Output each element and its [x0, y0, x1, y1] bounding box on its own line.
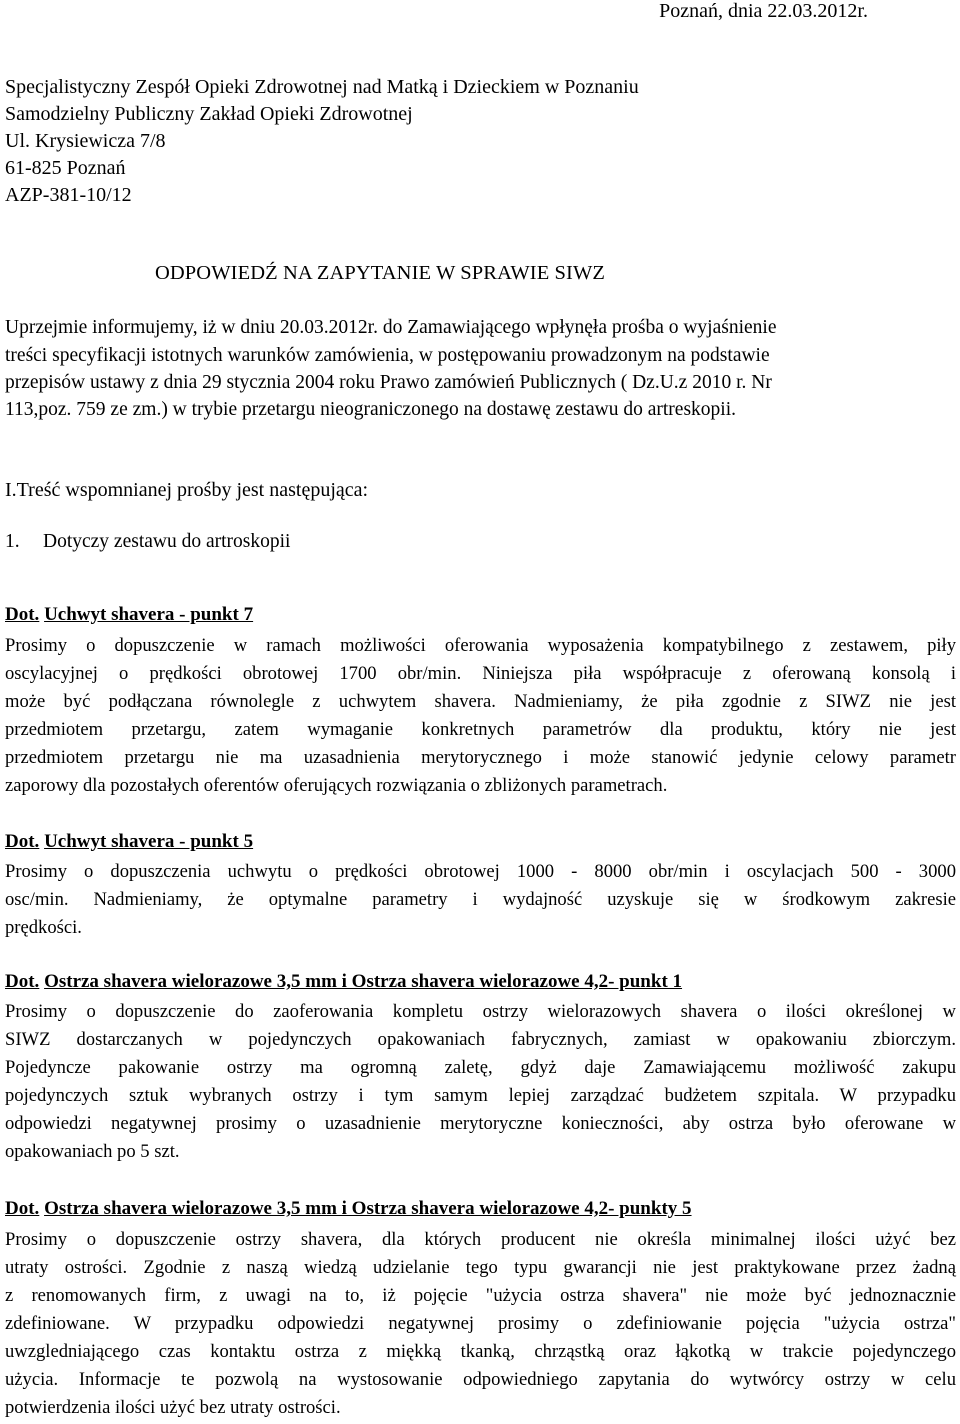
section-3-body	[5, 998, 956, 1166]
section-heading: I.Treść wspomnianej prośby jest następująca:	[5, 479, 369, 501]
section-1-heading	[5, 604, 253, 626]
body-line: opakowaniach po 5 szt.	[5, 1141, 180, 1162]
body-line: potwierdzenia ilości użyć bez utraty ostrości.	[5, 1397, 341, 1418]
section-prefix: Dot.	[5, 604, 40, 625]
intro-line: przepisów ustawy z dnia 29 stycznia 2004 roku Prawo zamówień Publicznych ( Dz.U.z 2010 r. Nr	[5, 372, 772, 393]
address-line-institution: Specjalistyczny Zespół Opieki Zdrowotnej nad Matką i Dzieckiem w Poznaniu	[5, 76, 639, 98]
section-3-heading	[5, 971, 682, 993]
section-4-heading	[5, 1198, 692, 1220]
intro-line: Uprzejmie informujemy, iż w dniu 20.03.2012r. do Zamawiającego wpłynęła prośba o wyjaśnienie	[5, 317, 777, 338]
body-line: przedmiotem przetargu nie ma uzasadnienia merytorycznego i może stanowić jedynie celowy parametr	[5, 747, 956, 768]
body-line: Prosimy o dopuszczenie w ramach możliwości oferowania wyposażenia kompatybilnego z zestawem, piły	[5, 635, 956, 656]
body-line: zaporowy dla pozostałych oferentów oferujących rozwiązania o zbliżonych parametrach.	[5, 775, 668, 796]
body-line: osc/min. Nadmieniamy, że optymalne parametry i wydajność uzyskuje się w środkowym zakresie	[5, 889, 956, 910]
intro-line: 113,poz. 759 ze zm.) w trybie przetargu nieograniczonego na dostawę zestawu do artreskopii.	[5, 399, 736, 420]
section-2-body	[5, 858, 956, 942]
list-item-text: Dotyczy zestawu do artroskopii	[43, 531, 291, 552]
body-line: SIWZ dostarczanych w pojedynczych opakowaniach fabrycznych, zamiast w opakowaniu zbiorczym.	[5, 1029, 956, 1050]
document-date: Poznań, dnia 22.03.2012r.	[659, 0, 868, 22]
section-4-body	[5, 1226, 956, 1422]
section-title: Ostrza shavera wielorazowe 3,5 mm i Ostrza shavera wielorazowe 4,2- punkty 5	[44, 1198, 692, 1219]
list-item	[5, 531, 290, 553]
body-line: Prosimy o dopuszczenia uchwytu o prędkości obrotowej 1000 - 8000 obr/min i oscylacjach 500 - 3000	[5, 861, 956, 882]
address-line-street: Ul. Krysiewicza 7/8	[5, 130, 166, 152]
body-line: może być podłączana równolegle z uchwytem shavera. Nadmieniamy, że piła zgodnie z SIWZ nie jest	[5, 691, 956, 712]
body-line: zdefiniowane. W przypadku odpowiedzi negatywnej prosimy o zdefiniowanie pojęcia "użycia ostrza"	[5, 1313, 956, 1334]
section-title: Ostrza shavera wielorazowe 3,5 mm i Ostrza shavera wielorazowe 4,2- punkt 1	[44, 971, 683, 992]
list-item-number: 1.	[5, 531, 20, 552]
document-title: ODPOWIEDŹ NA ZAPYTANIE W SPRAWIE SIWZ	[155, 262, 606, 284]
address-line-city: 61-825 Poznań	[5, 157, 126, 179]
intro-line: treści specyfikacji istotnych warunków zamówienia, w postępowaniu prowadzonym na podstawie	[5, 345, 770, 366]
section-2-heading	[5, 831, 253, 853]
body-line: użycia. Informacje te pozwolą na wystosowanie odpowiedniego zapytania do wytwórcy ostrzy w celu	[5, 1369, 956, 1390]
body-line: Pojedyncze pakowanie ostrzy ma ogromną zaletę, gdyż daje Zamawiającemu możliwość zakupu	[5, 1057, 956, 1078]
body-line: z renomowanych firm, z uwagi na to, iż pojęcie "użycia ostrza shavera" nie może być jednoznacznie	[5, 1285, 956, 1306]
section-title: Uchwyt shavera - punkt 5	[44, 831, 254, 852]
section-title: Uchwyt shavera - punkt 7	[44, 604, 254, 625]
address-line-unit: Samodzielny Publiczny Zakład Opieki Zdrowotnej	[5, 103, 413, 125]
body-line: pojedynczych sztuk wybranych ostrzy i tym samym lepiej zarządzać budżetem szpitala. W przypadku	[5, 1085, 956, 1106]
section-prefix: Dot.	[5, 831, 40, 852]
section-1-body	[5, 632, 956, 800]
body-line: Prosimy o dopuszczenie do zaoferowania kompletu ostrzy wielorazowych shavera o ilości określonej w	[5, 1001, 956, 1022]
body-line: utraty ostrości. Zgodnie z naszą wiedzą udzielanie tego typu gwarancji nie jest praktykowane przez żadną	[5, 1257, 956, 1278]
section-prefix: Dot.	[5, 971, 40, 992]
section-prefix: Dot.	[5, 1198, 40, 1219]
body-line: prędkości.	[5, 917, 82, 938]
body-line: oscylacyjnej o prędkości obrotowej 1700 obr/min. Niniejsza piła współpracuje z oferowaną konsolą i	[5, 663, 956, 684]
reference-number: AZP-381-10/12	[5, 184, 132, 206]
body-line: Prosimy o dopuszczenie ostrzy shavera, dla których producent nie określa minimalnej ilości użyć bez	[5, 1229, 956, 1250]
body-line: odpowiedzi negatywnej prosimy o uzasadnienie merytoryczne konieczności, aby ostrza było oferowane w	[5, 1113, 956, 1134]
body-line: uwzgledniającego czas kontaktu ostrza z miękką tkanką, chrząstką oraz łąkotką w trakcie pojedynczego	[5, 1341, 956, 1362]
body-line: przedmiotem przetargu, zatem wymaganie konkretnych parametrów dla produktu, który nie jest	[5, 719, 956, 740]
